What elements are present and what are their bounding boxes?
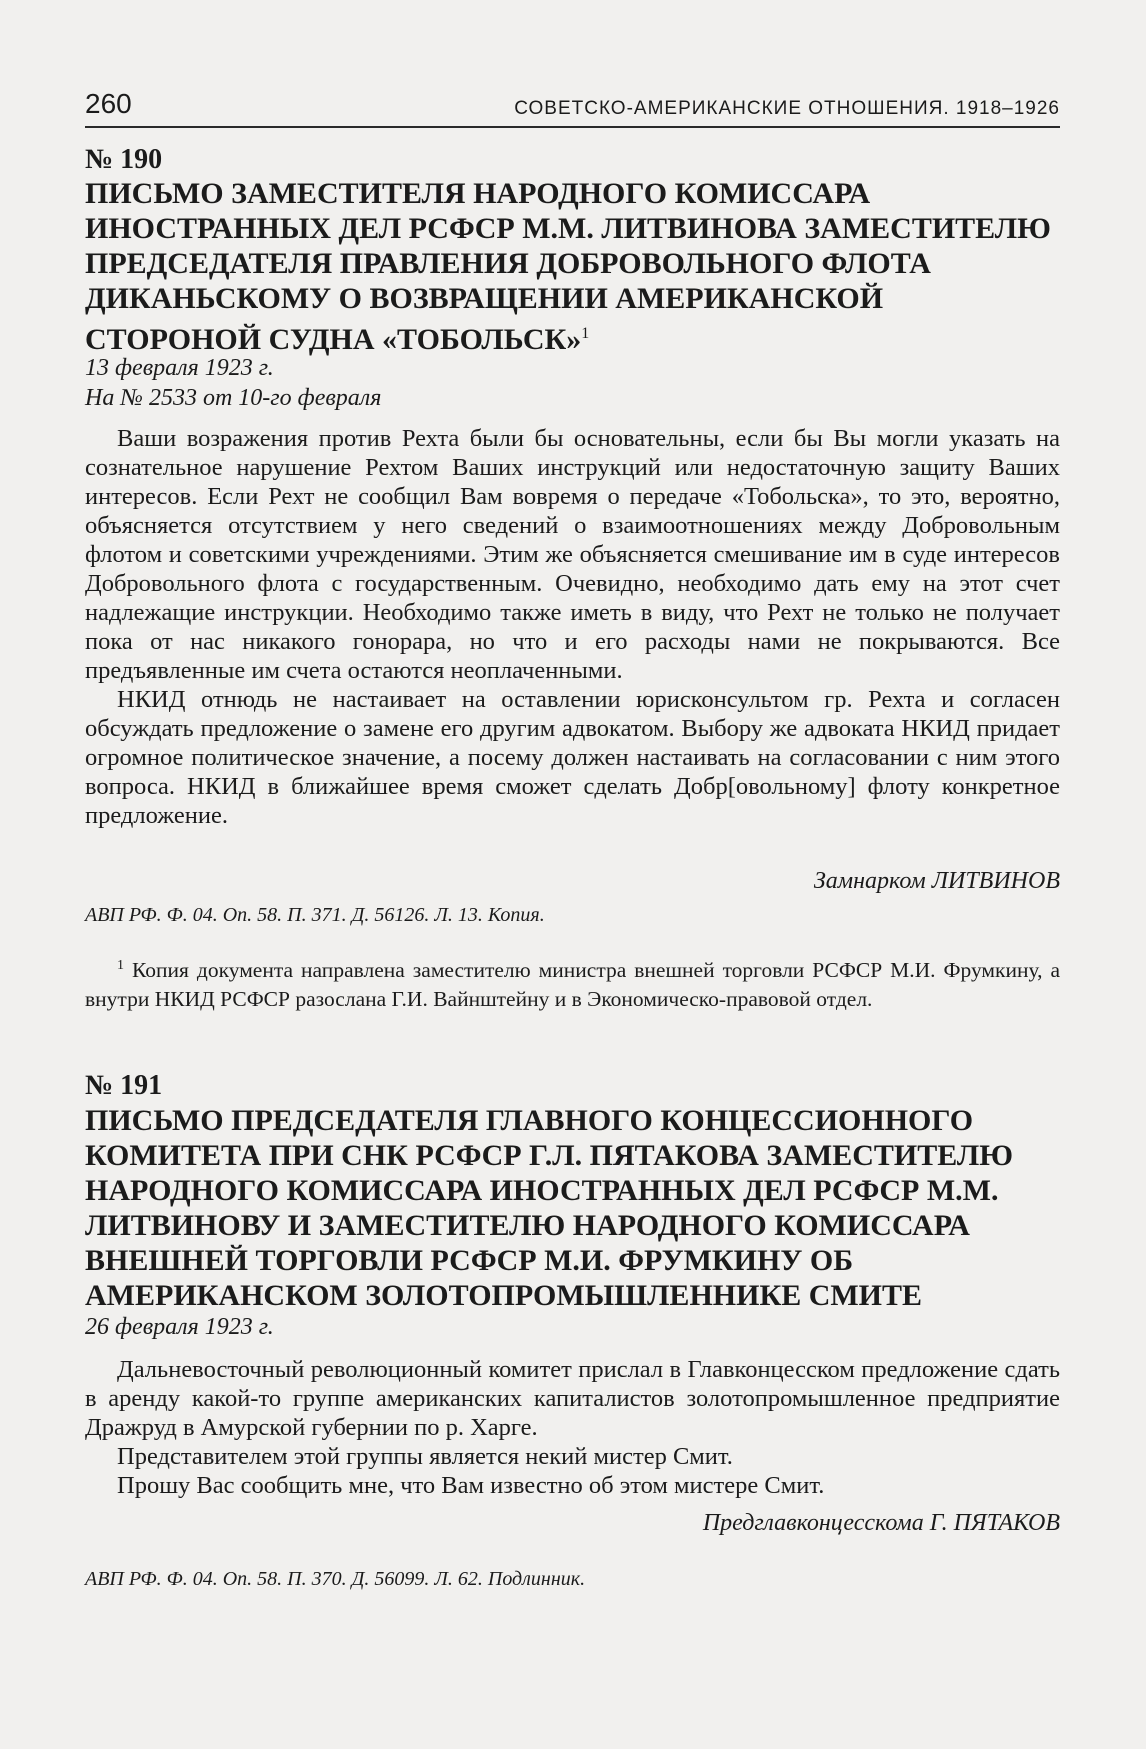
paragraph: Прошу Вас сообщить мне, что Вам известно об этом мистере Смит. <box>117 1472 825 1499</box>
document-title-190 <box>85 176 1060 357</box>
paragraph: Дальневосточный революционный комитет прислал в Главконцесском предложение сдать в аренду какой-то группе американских капиталистов золотопромышленное предприятие Дражруд в Амурской губернии по р. Харге. <box>85 1356 1060 1441</box>
paragraph: НКИД отнюдь не настаивает на оставлении юрисконсультом гр. Рехта и согласен обсуждать предложение о замене его другим адвокатом. Выбору же адвоката НКИД придает огромное политическое значение, а посему должен настаивать на согласовании с ним этого вопроса. НКИД в ближайшее время сможет сделать Добр[овольному] флоту конкретное предложение. <box>85 686 1060 829</box>
paragraph: Ваши возражения против Рехта были бы основательны, если бы Вы могли указать на сознательное нарушение Рехтом Ваших инструкций или недостаточную защиту Ваших интересов. Если Рехт не сообщил Вам вовремя о передаче «Тобольска», то это, вероятно, объясняется отсутствием у него сведений о взаимоотношениях между Добровольным флотом и советскими учреждениями. Этим же объясняется смешивание им в суде интересов Добровольного флота с государственным. Очевидно, необходимо дать ему на этот счет надлежащие инструкции. Необходимо также иметь в виду, что Рехт не только не получает пока от нас никакого гонорара, но что и его расходы нами не покрываются. Все предъявленные им счета остаются неоплаченными. <box>85 425 1060 684</box>
document-title-191: ПИСЬМО ПРЕДСЕДАТЕЛЯ ГЛАВНОГО КОНЦЕССИОННОГО КОМИТЕТА ПРИ СНК РСФСР Г.Л. ПЯТАКОВА ЗАМЕСТИТЕЛЮ НАРОДНОГО КОМИССАРА ИНОСТРАННЫХ ДЕЛ РСФСР М.М. ЛИТВИНОВУ И ЗАМЕСТИТЕЛЮ НАРОДНОГО КОМИССАРА ВНЕШНЕЙ ТОРГОВЛИ РСФСР М.И. ФРУМКИНУ ОБ АМЕРИКАНСКОМ ЗОЛОТОПРОМЫШЛЕННИКЕ СМИТЕ <box>85 1104 1014 1312</box>
document-body-190 <box>85 424 1060 830</box>
signature-190: Замнарком ЛИТВИНОВ <box>813 868 1060 894</box>
signature-191: Предглавконцесскома Г. ПЯТАКОВ <box>702 1510 1060 1536</box>
page-number: 260 <box>85 88 132 119</box>
document-number-190: № 190 <box>85 144 163 175</box>
footnote-text: Копия документа направлена заместителю министра внешней торговли РСФСР М.И. Фрумкину, а внутри НКИД РСФСР разослана Г.И. Вайнштейну и в Экономическо-правовой отдел. <box>85 958 1060 1012</box>
document-date-191: 26 февраля 1923 г. <box>85 1314 274 1340</box>
page-header <box>85 86 1060 128</box>
archive-reference-191: АВП РФ. Ф. 04. Оп. 58. П. 370. Д. 56099. Л. 62. Подлинник. <box>85 1568 586 1590</box>
title-footnote-marker: 1 <box>581 325 590 342</box>
document-number-191: № 191 <box>85 1070 163 1101</box>
document-reference-190: На № 2533 от 10-го февраля <box>85 385 382 411</box>
document-date-190: 13 февраля 1923 г. <box>85 355 274 381</box>
running-title: СОВЕТСКО-АМЕРИКАНСКИЕ ОТНОШЕНИЯ. 1918–1926 <box>514 98 1060 119</box>
footnote-marker: 1 <box>117 958 124 973</box>
paragraph: Представителем этой группы является некий мистер Смит. <box>117 1443 733 1470</box>
document-title-190-text: ПИСЬМО ЗАМЕСТИТЕЛЯ НАРОДНОГО КОМИССАРА ИНОСТРАННЫХ ДЕЛ РСФСР М.М. ЛИТВИНОВА ЗАМЕСТИТЕЛЮ ПРЕДСЕДАТЕЛЯ ПРАВЛЕНИЯ ДОБРОВОЛЬНОГО ФЛОТА ДИКАНЬСКОМУ О ВОЗВРАЩЕНИИ АМЕРИКАНСКОЙ СТОРОНОЙ СУДНА «ТОБОЛЬСК» <box>85 177 1051 356</box>
footnote <box>85 951 1060 1014</box>
archive-reference-190: АВП РФ. Ф. 04. Оп. 58. П. 371. Д. 56126. Л. 13. Копия. <box>85 904 545 926</box>
document-body-191 <box>85 1355 1060 1500</box>
